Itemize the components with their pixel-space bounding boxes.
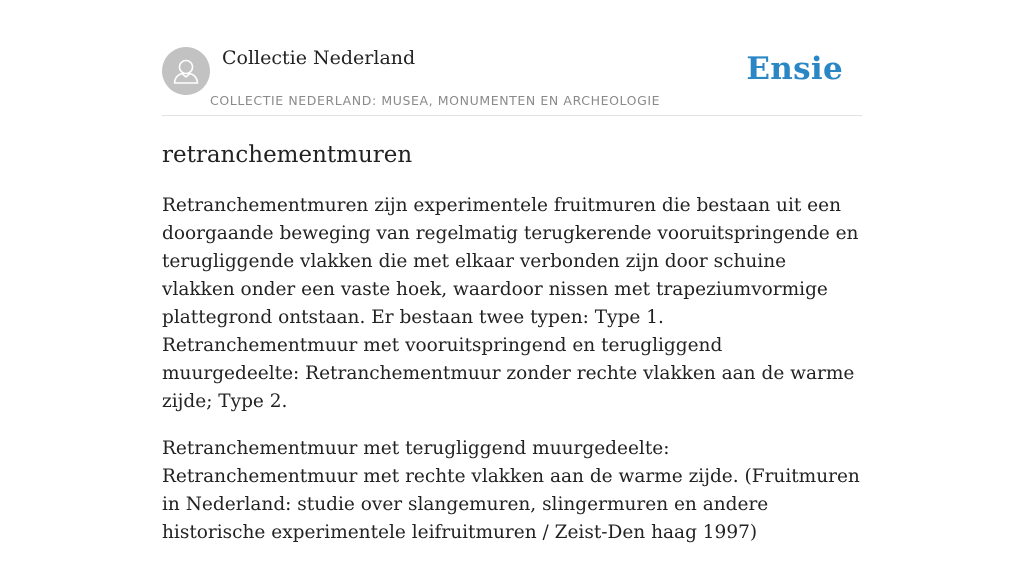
article-body <box>162 192 864 566</box>
article-title: retranchementmuren <box>162 142 413 168</box>
author-avatar[interactable] <box>162 47 210 95</box>
article-paragraph-1: Retranchementmuren zijn experimentele fruitmuren die bestaan uit een doorgaande beweging van regelmatig terugkerende vooruitspringende en terugliggende vlakken die met elkaar verbonden zijn door schuine vlakken onder een vaste hoek, waardoor nissen met trapeziumvormige plattegrond ontstaan. Er bestaan twee typen: Type 1. Retranchementmuur met vooruitspringend en terugliggend muurgedeelte: Retranchementmuur zonder rechte vlakken aan de warme zijde; Type 2. <box>162 195 859 412</box>
collection-label[interactable]: COLLECTIE NEDERLAND: MUSEA, MONUMENTEN EN ARCHEOLOGIE <box>210 93 661 108</box>
article-paragraph-2: Retranchementmuur met terugliggend muurgedeelte: Retranchementmuur met rechte vlakken aan de warme zijde. (Fruitmuren in Nederland: studie over slangemuren, slingermuren en andere historische experimentele leifruitmuren / Zeist-Den haag 1997) <box>162 438 860 543</box>
author-name[interactable]: Collectie Nederland <box>222 47 416 69</box>
brand-logo[interactable]: Ensie <box>746 51 843 87</box>
header-divider <box>162 115 862 116</box>
user-icon <box>162 47 210 95</box>
